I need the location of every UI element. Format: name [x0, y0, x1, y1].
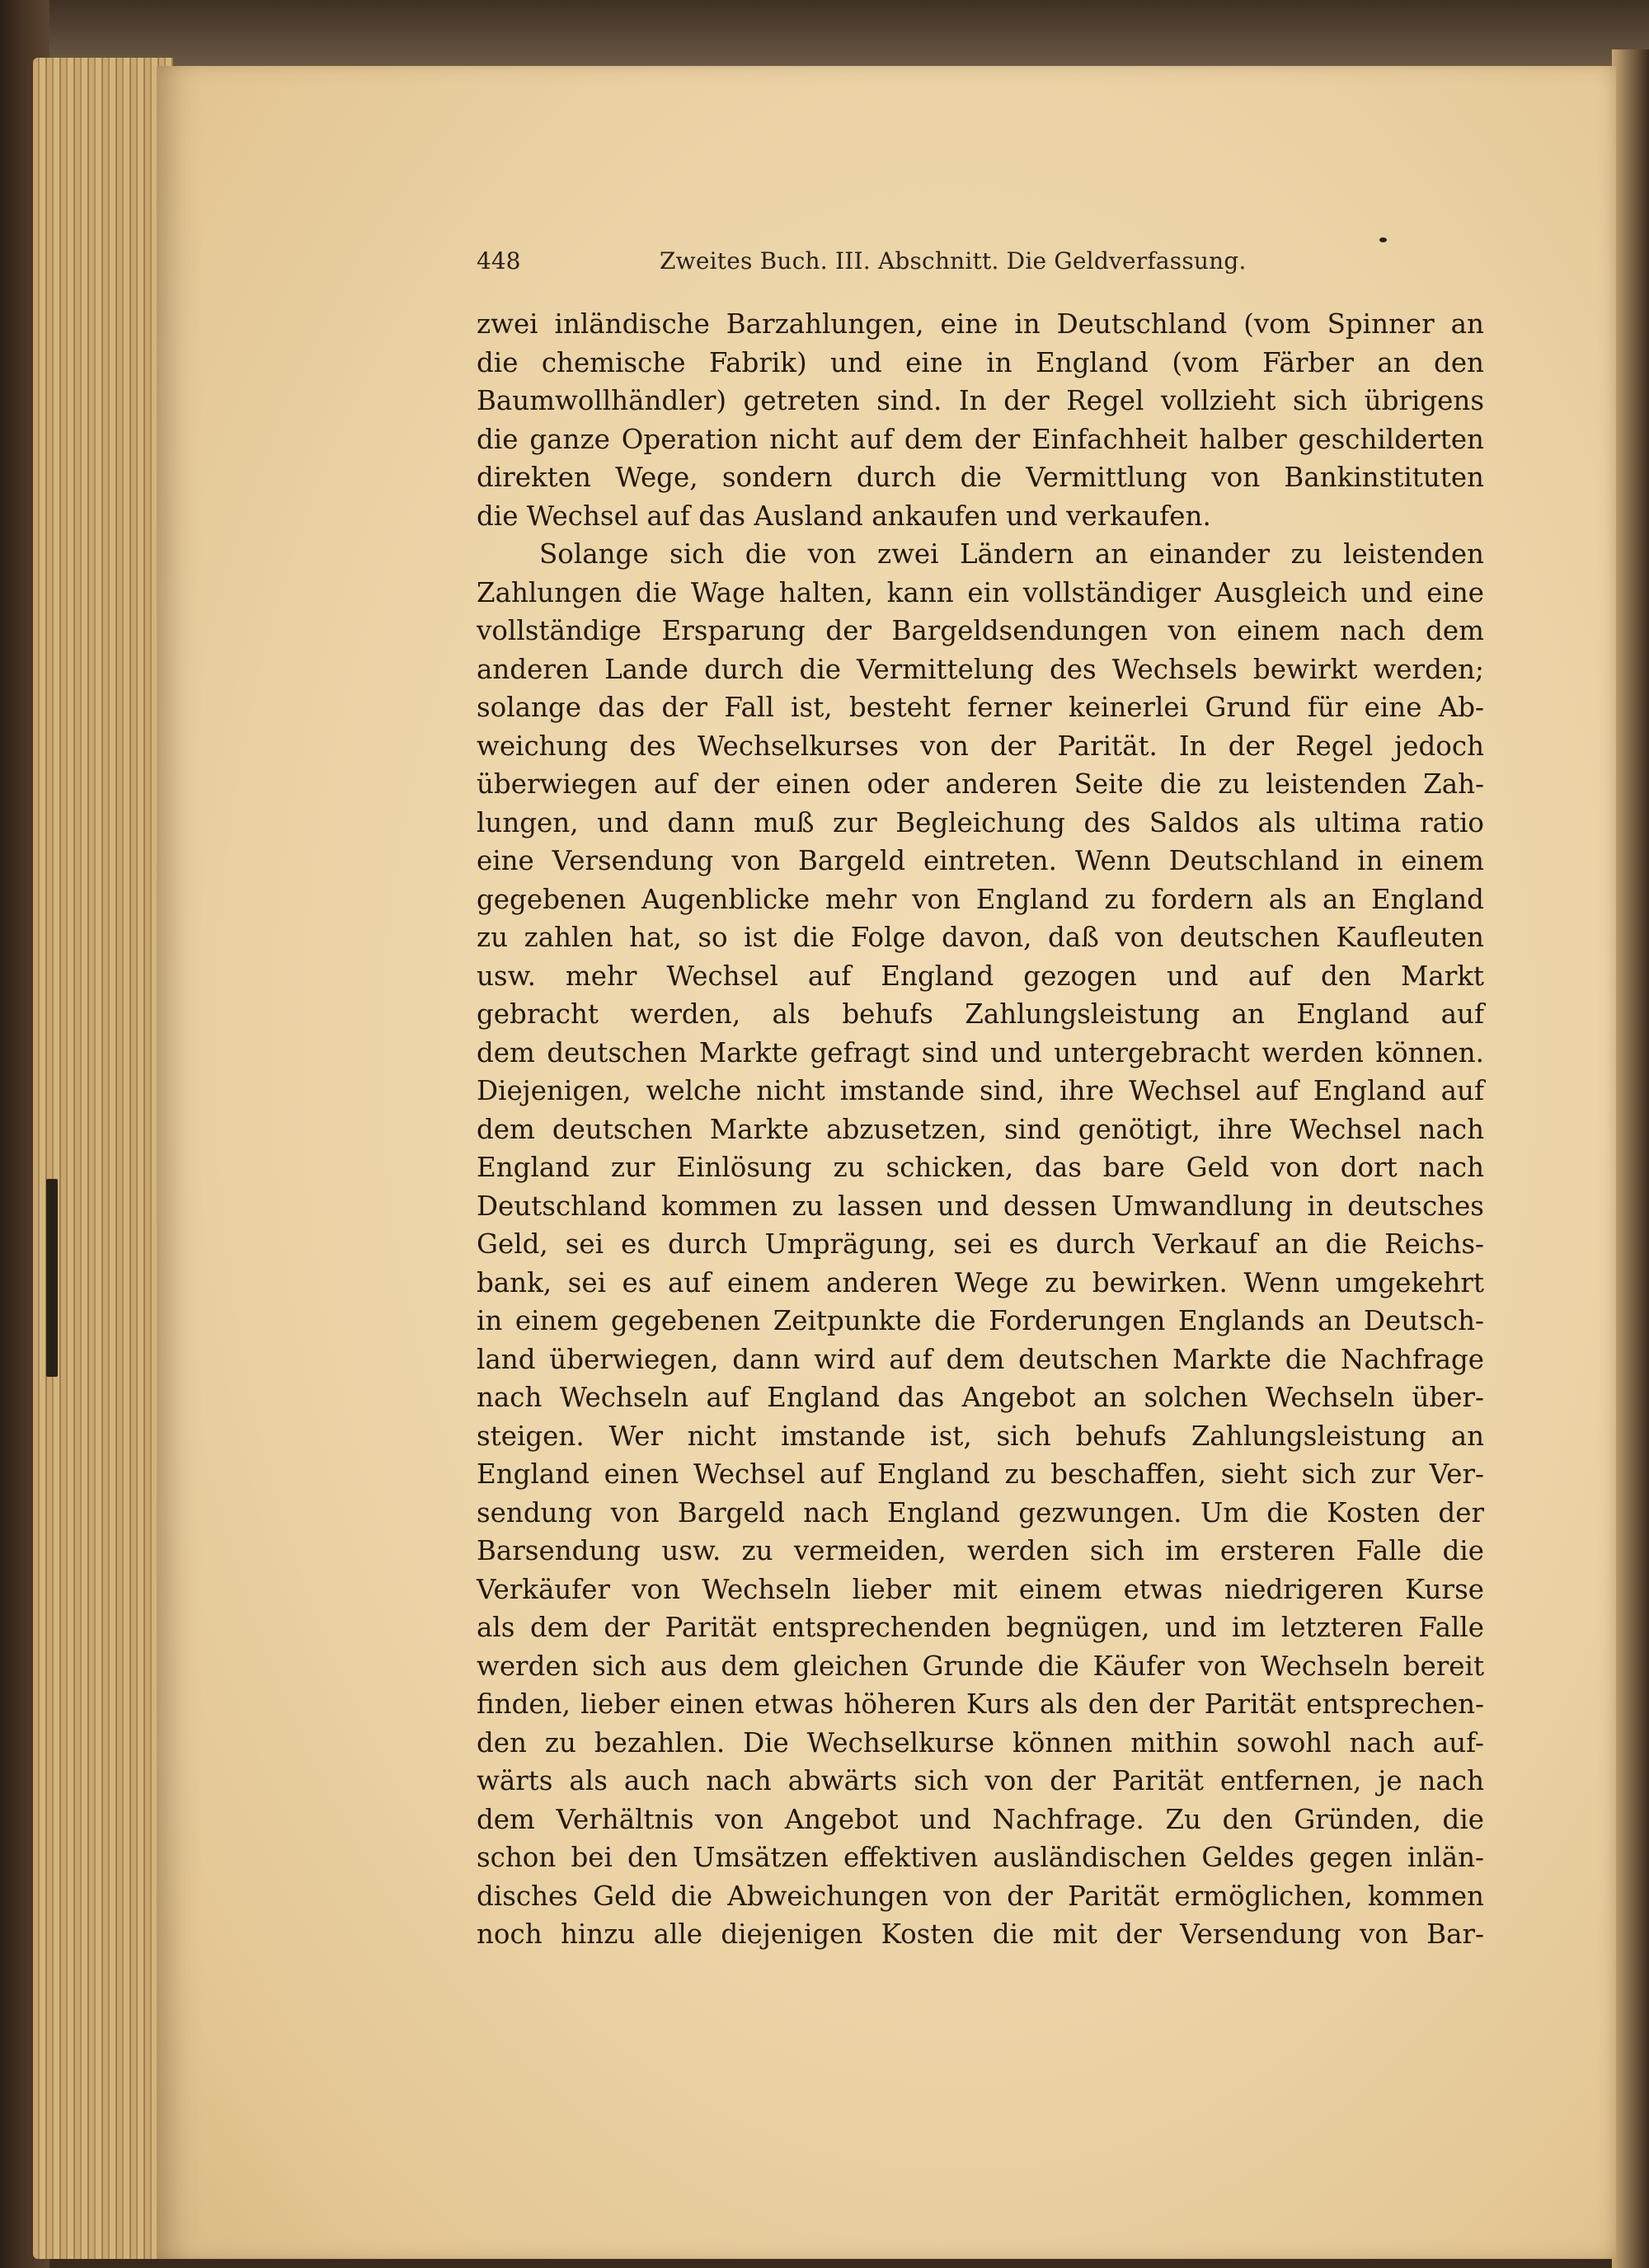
- text-line: eine Versendung von Bargeld eintreten. Wenn Deutschland in einem: [477, 845, 1484, 876]
- text-line: land überwiegen, dann wird auf dem deutschen Markte die Nachfrage: [477, 1343, 1484, 1375]
- text-line: Diejenigen, welche nicht imstande sind, ihre Wechsel auf England auf: [477, 1075, 1484, 1106]
- bookmark-ribbon: [46, 1179, 58, 1377]
- text-line: gegebenen Augenblicke mehr von England zu fordern als an England: [477, 883, 1484, 915]
- text-line: zwei inländische Barzahlungen, eine in Deutschland (vom Spinner an: [477, 308, 1484, 340]
- text-line: Solange sich die von zwei Ländern an einander zu leistenden: [539, 538, 1484, 570]
- text-line: überwiegen auf der einen oder anderen Seite die zu leistenden Zah-: [477, 768, 1484, 800]
- text-line: zu zahlen hat, so ist die Folge davon, daß von deutschen Kaufleuten: [477, 922, 1484, 953]
- text-line: Geld, sei es durch Umprägung, sei es durch Verkauf an die Reichs-: [477, 1228, 1484, 1260]
- text-line: Barsendung usw. zu vermeiden, werden sich im ersteren Falle die: [477, 1535, 1484, 1566]
- ink-fleck: [1379, 237, 1387, 242]
- text-line: nach Wechseln auf England das Angebot an solchen Wechseln über-: [477, 1382, 1484, 1413]
- text-line: vollständige Ersparung der Bargeldsendungen von einem nach dem: [477, 615, 1484, 646]
- text-line: dem Verhältnis von Angebot und Nachfrage. Zu den Gründen, die: [477, 1803, 1484, 1835]
- text-line: finden, lieber einen etwas höheren Kurs als den der Parität entsprechen-: [477, 1688, 1484, 1720]
- text-line: usw. mehr Wechsel auf England gezogen und auf den Markt: [477, 960, 1484, 992]
- text-line: noch hinzu alle diejenigen Kosten die mit der Versendung von Bar-: [477, 1918, 1484, 1950]
- page-right-edge: [1612, 49, 1649, 2268]
- text-line: Deutschland kommen zu lassen und dessen Umwandlung in deutsches: [477, 1190, 1484, 1222]
- text-line: werden sich aus dem gleichen Grunde die Käufer von Wechseln bereit: [477, 1650, 1484, 1682]
- text-line: direkten Wege, sondern durch die Vermittlung von Bankinstituten: [477, 462, 1484, 493]
- text-line: solange das der Fall ist, besteht ferner keinerlei Grund für eine Ab-: [477, 692, 1484, 723]
- text-line: England einen Wechsel auf England zu beschaffen, sieht sich zur Ver-: [477, 1458, 1484, 1490]
- book-cover-top: [0, 0, 1649, 70]
- text-line: bank, sei es auf einem anderen Wege zu bewirken. Wenn umgekehrt: [477, 1266, 1484, 1298]
- text-line: dem deutschen Markte gefragt sind und untergebracht werden können.: [477, 1036, 1484, 1068]
- text-line: anderen Lande durch die Vermittelung des Wechsels bewirkt werden;: [477, 653, 1484, 685]
- text-line: England zur Einlösung zu schicken, das bare Geld von dort nach: [477, 1152, 1484, 1183]
- text-line: sendung von Bargeld nach England gezwungen. Um die Kosten der: [477, 1496, 1484, 1528]
- text-line: weichung des Wechselkurses von der Parität. In der Regel jedoch: [477, 730, 1484, 762]
- text-line: die chemische Fabrik) und eine in England (vom Färber an den: [477, 346, 1484, 378]
- text-line: Zahlungen die Wage halten, kann ein vollständiger Ausgleich und eine: [477, 576, 1484, 608]
- text-line: wärts als auch nach abwärts sich von der Parität entfernen, je nach: [477, 1765, 1484, 1796]
- text-line: Verkäufer von Wechseln lieber mit einem etwas niedrigeren Kurse: [477, 1573, 1484, 1605]
- page-edges: [33, 58, 173, 2259]
- text-line: dem deutschen Markte abzusetzen, sind genötigt, ihre Wechsel nach: [477, 1113, 1484, 1145]
- text-line: die Wechsel auf das Ausland ankaufen und verkaufen.: [477, 500, 1211, 532]
- text-line: gebracht werden, als behufs Zahlungsleistung an England auf: [477, 998, 1484, 1030]
- text-line: lungen, und dann muß zur Begleichung des Saldos als ultima ratio: [477, 806, 1484, 838]
- text-line: steigen. Wer nicht imstande ist, sich behufs Zahlungsleistung an: [477, 1420, 1484, 1452]
- text-line: als dem der Parität entsprechenden begnügen, und im letzteren Falle: [477, 1612, 1484, 1643]
- text-line: schon bei den Umsätzen effektiven ausländischen Geldes gegen inlän-: [477, 1842, 1484, 1873]
- running-header: [477, 247, 1301, 284]
- body-text: [477, 305, 1484, 1954]
- text-line: die ganze Operation nicht auf dem der Einfachheit halber geschilderten: [477, 423, 1484, 455]
- page-number: 448: [477, 247, 521, 275]
- text-line: Baumwollhändler) getreten sind. In der Regel vollzieht sich übrigens: [477, 385, 1484, 416]
- running-title: Zweites Buch. III. Abschnitt. Die Geldverfassung.: [660, 247, 1247, 275]
- text-line: disches Geld die Abweichungen von der Parität ermöglichen, kommen: [477, 1880, 1484, 1912]
- text-line: den zu bezahlen. Die Wechselkurse können mithin sowohl nach auf-: [477, 1726, 1484, 1759]
- text-line: in einem gegebenen Zeitpunkte die Forderungen Englands an Deutsch-: [477, 1305, 1484, 1336]
